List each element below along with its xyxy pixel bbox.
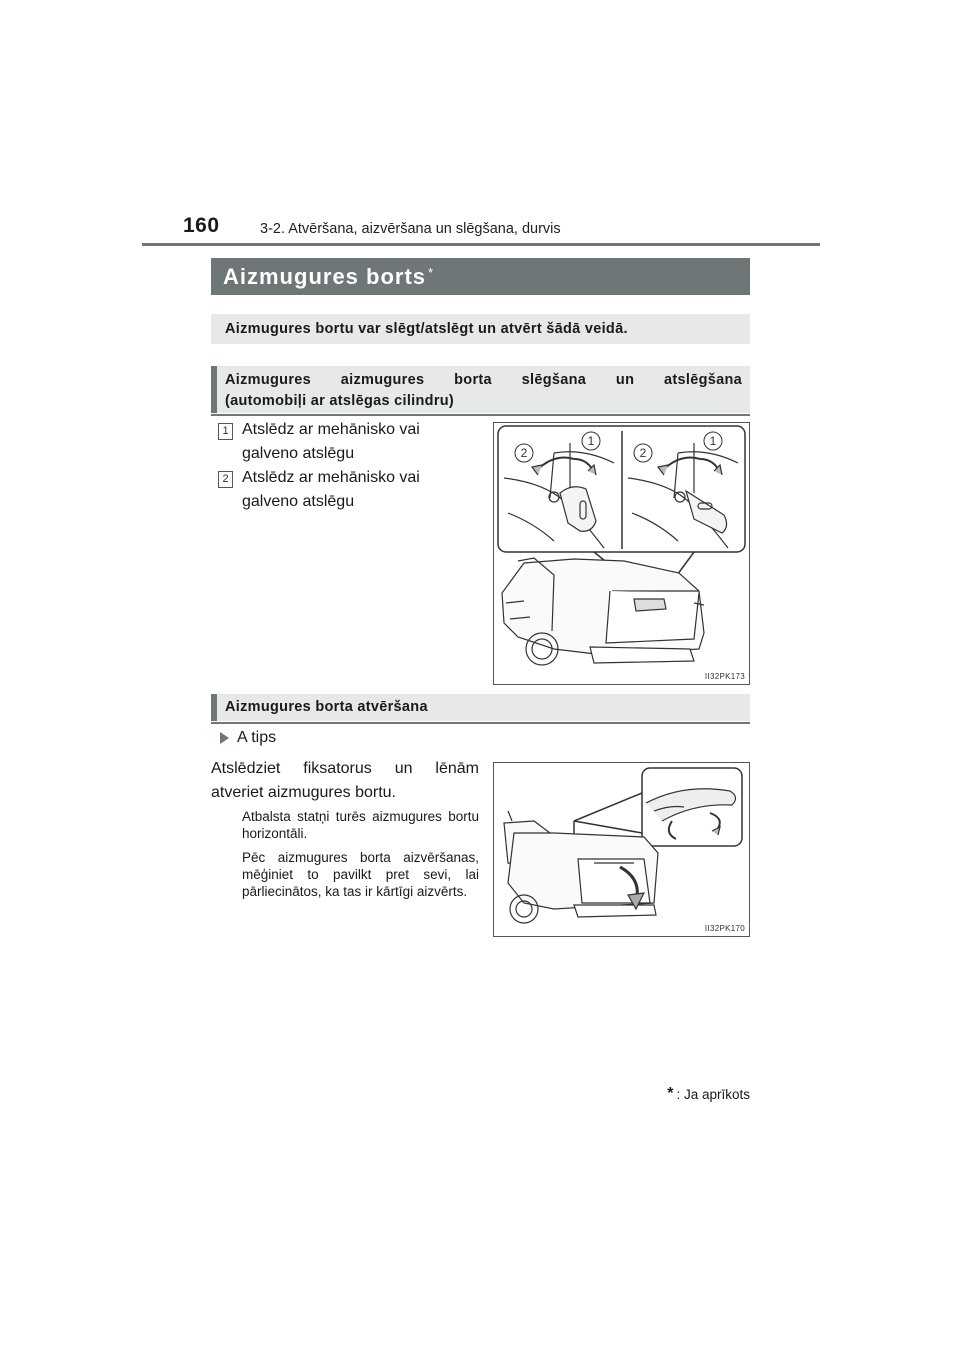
step-2-line1: Atslēdz ar mehānisko vai	[242, 469, 420, 486]
lock-heading-line2: (automobiļi ar atslēgas cilindru)	[225, 393, 455, 409]
note-support-struts: Atbalsta statņi turēs aizmugures bortu horizontāli.	[242, 809, 479, 841]
lock-subsection-heading	[211, 366, 750, 413]
callout-2-right: 2	[639, 446, 647, 460]
figure-code-170: II32PK170	[704, 924, 745, 933]
key-cylinder-figure	[493, 422, 750, 685]
callout-1-right: 1	[709, 434, 717, 448]
tailgate-opening-illustration	[494, 763, 749, 936]
type-label: A tips	[237, 729, 277, 746]
footnote-mark: *	[667, 1085, 674, 1102]
lock-heading-line1: Aizmugures aizmugures borta slēgšana un atslēgšana	[225, 372, 742, 388]
open-instructions-line2: atveriet aizmugures bortu.	[211, 784, 396, 801]
chapter-title: 3-2. Atvēršana, aizvēršana un slēgšana, durvis	[260, 221, 561, 237]
header-divider	[142, 243, 820, 246]
page-number: 160	[183, 214, 220, 237]
step-number-1: 1	[218, 423, 233, 440]
footnote-text: : Ja aprīkots	[676, 1086, 750, 1102]
optional-equipment-mark: *	[428, 265, 435, 280]
callout-2-left: 2	[520, 446, 528, 460]
open-subsection-heading	[211, 694, 750, 721]
key-cylinder-illustration	[494, 423, 749, 684]
figure-code-173: II32PK173	[704, 672, 745, 681]
section-intro-text: Aizmugures bortu var slēgt/atslēgt un atvērt šādā veidā.	[225, 321, 628, 337]
section-title-bar	[211, 258, 750, 295]
open-heading-text: Aizmugures borta atvēršana	[225, 699, 428, 715]
step-2-line2: galveno atslēgu	[242, 493, 355, 510]
section-intro	[211, 314, 750, 344]
type-label-row	[220, 729, 276, 747]
step-1-text	[242, 418, 420, 466]
heading-underline	[211, 722, 750, 724]
section-title: Aizmugures borts	[223, 263, 427, 289]
step-number-2: 2	[218, 471, 233, 488]
footnote	[667, 1085, 750, 1103]
tailgate-opening-figure	[493, 762, 750, 937]
step-1-line1: Atslēdz ar mehānisko vai	[242, 421, 420, 438]
open-instructions	[211, 757, 479, 805]
triangle-bullet-icon	[220, 732, 229, 744]
step-1-line2: galveno atslēgu	[242, 445, 355, 462]
step-2-text	[242, 466, 420, 514]
open-instructions-line1: Atslēdziet fiksatorus un lēnām	[211, 760, 479, 777]
note-check-closed: Pēc aizmugures borta aizvēršanas, mēģiniet to pavilkt pret sevi, lai pārliecinātos, ka tas ir kārtīgi aizvērts.	[242, 850, 479, 899]
heading-underline	[211, 414, 750, 416]
callout-1-left: 1	[587, 434, 595, 448]
